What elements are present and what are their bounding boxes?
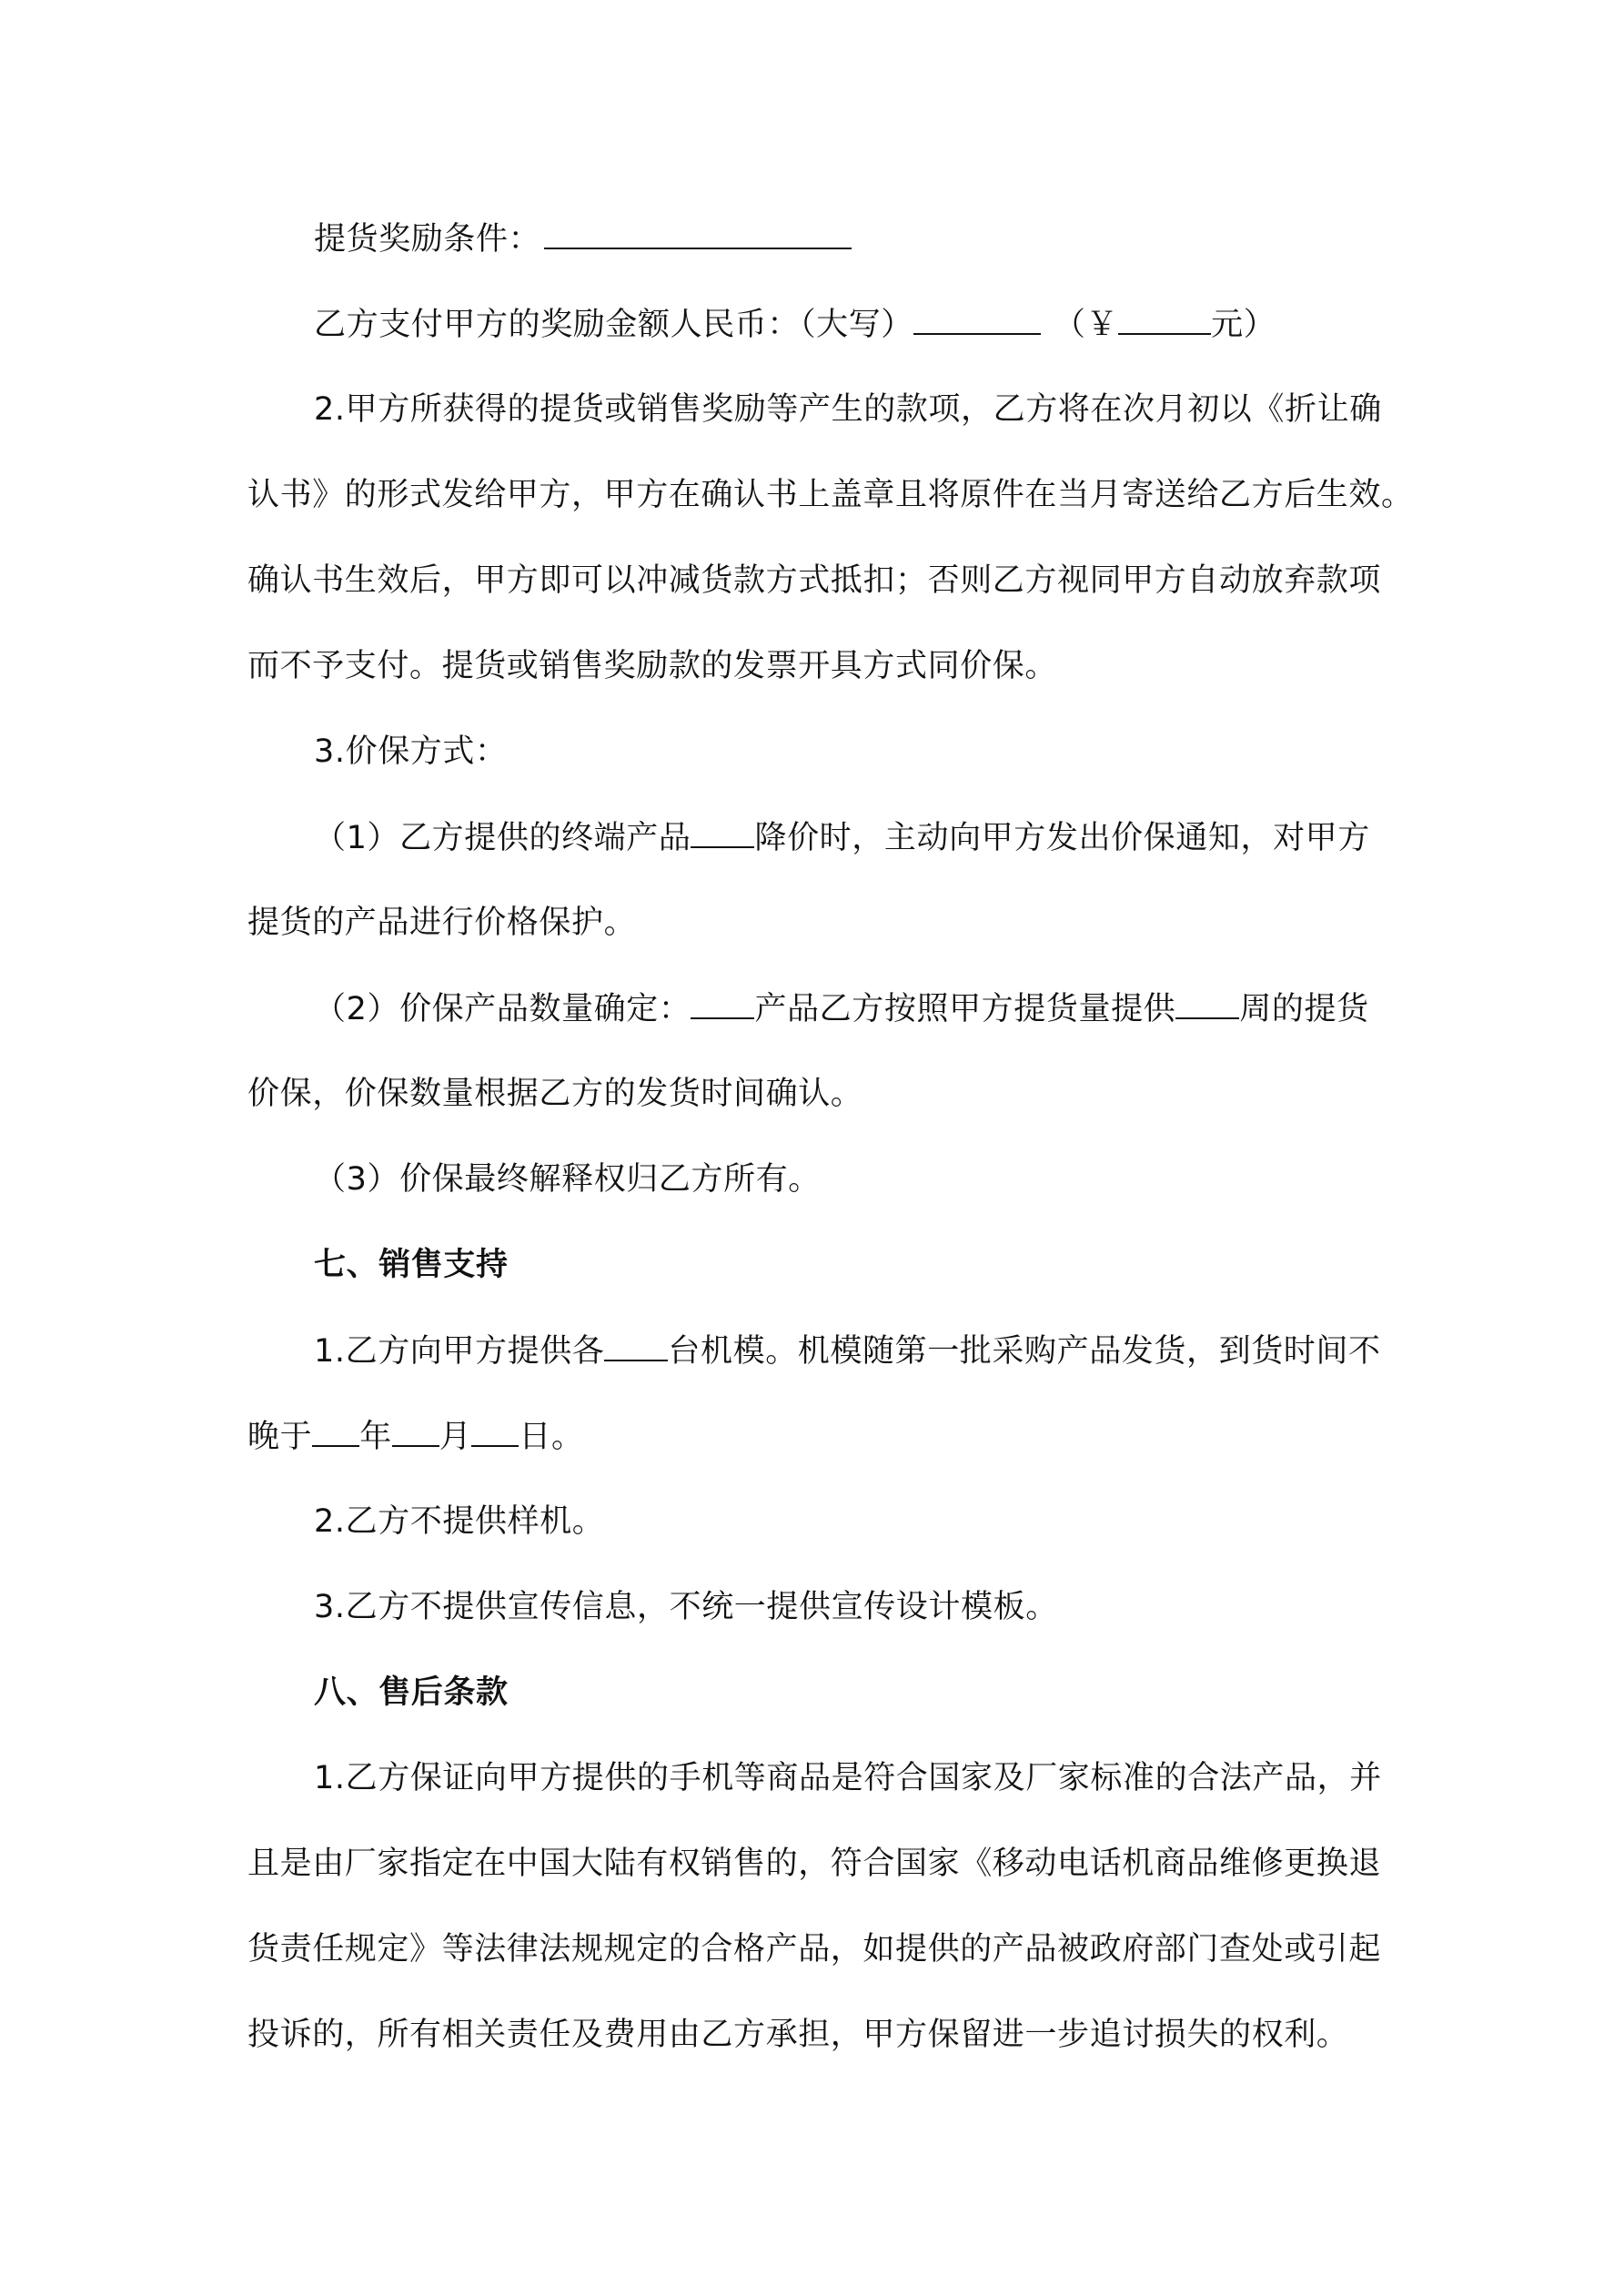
paragraph-line <box>247 1067 1394 1121</box>
month-label: 月 <box>439 1419 472 1455</box>
clause-2-text: 确认书生效后，甲方即可以冲减货款方式抵扣；否则乙方视同甲方自动放弃款项 <box>247 562 1382 599</box>
amount-yuan-prefix: （￥ <box>1053 307 1119 343</box>
weeks-blank[interactable] <box>1175 981 1239 1019</box>
sales-support-heading: 七、销售支持 <box>314 1247 509 1283</box>
after-sales-1-text: 1.乙方保证向甲方提供的手机等商品是符合国家及厂家标准的合法产品，并 <box>314 1760 1382 1796</box>
clause-2-text: 认书》的形式发给甲方，甲方在确认书上盖章且将原件在当月寄送给乙方后生效。 <box>247 477 1414 513</box>
price-protection-1-suffix: 降价时，主动向甲方发出价保通知，对甲方 <box>754 820 1370 856</box>
paragraph-line <box>247 2008 1394 2062</box>
paragraph-line <box>314 1751 1460 1805</box>
sales-support-3-text: 3.乙方不提供宣传信息，不统一提供宣传设计模板。 <box>314 1589 1058 1625</box>
amount-yuan-suffix: 元） <box>1211 307 1276 343</box>
price-protection-2-suffix: 周的提货 <box>1239 991 1369 1027</box>
price-protection-1-text: （1）乙方提供的终端产品 <box>314 820 691 856</box>
paragraph-line <box>247 639 1394 693</box>
price-protection-2-mid: 产品乙方按照甲方提货量提供 <box>754 991 1176 1027</box>
paragraph-line <box>314 724 1460 779</box>
date-prefix: 晚于 <box>247 1419 313 1455</box>
sales-support-2-text: 2.乙方不提供样机。 <box>314 1503 605 1540</box>
year-blank[interactable] <box>312 1409 359 1447</box>
price-protection-2-text: （2）价保产品数量确定： <box>314 991 691 1027</box>
paragraph-line <box>314 981 1460 1036</box>
sales-support-1-suffix: 台机模。机模随第一批采购产品发货，到货时间不 <box>668 1333 1381 1370</box>
amount-words-blank[interactable] <box>913 297 1041 335</box>
reward-amount-line <box>314 297 1460 351</box>
quantity-blank[interactable] <box>604 1323 668 1361</box>
day-blank[interactable] <box>471 1409 519 1447</box>
sales-support-1-text: 1.乙方向甲方提供各 <box>314 1333 605 1370</box>
paragraph-line <box>314 1152 1460 1207</box>
amount-number-blank[interactable] <box>1118 297 1211 335</box>
reward-condition-blank[interactable] <box>544 211 852 249</box>
paragraph-line <box>247 1409 1394 1463</box>
clause-2-text: 2.甲方所获得的提货或销售奖励等产生的款项，乙方将在次月初以《折让确 <box>314 391 1382 428</box>
price-protection-title: 3.价保方式： <box>314 733 508 770</box>
paragraph-line <box>314 1323 1460 1378</box>
after-sales-1-text: 货责任规定》等法律法规规定的合格产品，如提供的产品被政府部门查处或引起 <box>247 1931 1382 1967</box>
paragraph-line <box>247 553 1394 608</box>
month-blank[interactable] <box>392 1409 439 1447</box>
paragraph-line <box>314 382 1460 437</box>
section-heading <box>314 1238 1460 1292</box>
paragraph-line <box>247 1836 1394 1891</box>
price-protection-2-cont: 价保，价保数量根据乙方的发货时间确认。 <box>247 1076 863 1112</box>
reward-amount-label: 乙方支付甲方的奖励金额人民币：（大写） <box>314 307 913 343</box>
paragraph-line <box>314 810 1460 865</box>
section-heading <box>314 1665 1460 1720</box>
reward-condition-line <box>314 211 1460 266</box>
paragraph-line <box>247 1922 1394 1977</box>
paragraph-line <box>247 895 1394 950</box>
day-label: 日。 <box>519 1419 584 1455</box>
after-sales-1-text: 且是由厂家指定在中国大陆有权销售的，符合国家《移动电话机商品维修更换退 <box>247 1846 1382 1882</box>
after-sales-1-text: 投诉的，所有相关责任及费用由乙方承担，甲方保留进一步追讨损失的权利。 <box>247 2017 1349 2053</box>
price-protection-1-cont: 提货的产品进行价格保护。 <box>247 905 637 941</box>
clause-2-text: 而不予支付。提货或销售奖励款的发票开具方式同价保。 <box>247 648 1058 684</box>
product-blank[interactable] <box>691 810 754 848</box>
after-sales-heading: 八、售后条款 <box>314 1674 509 1711</box>
reward-condition-label: 提货奖励条件： <box>314 221 541 258</box>
paragraph-line <box>247 468 1414 522</box>
product-blank[interactable] <box>691 981 754 1019</box>
price-protection-3-text: （3）价保最终解释权归乙方所有。 <box>314 1161 821 1198</box>
year-label: 年 <box>359 1419 392 1455</box>
paragraph-line <box>314 1494 1460 1549</box>
paragraph-line <box>314 1580 1460 1634</box>
